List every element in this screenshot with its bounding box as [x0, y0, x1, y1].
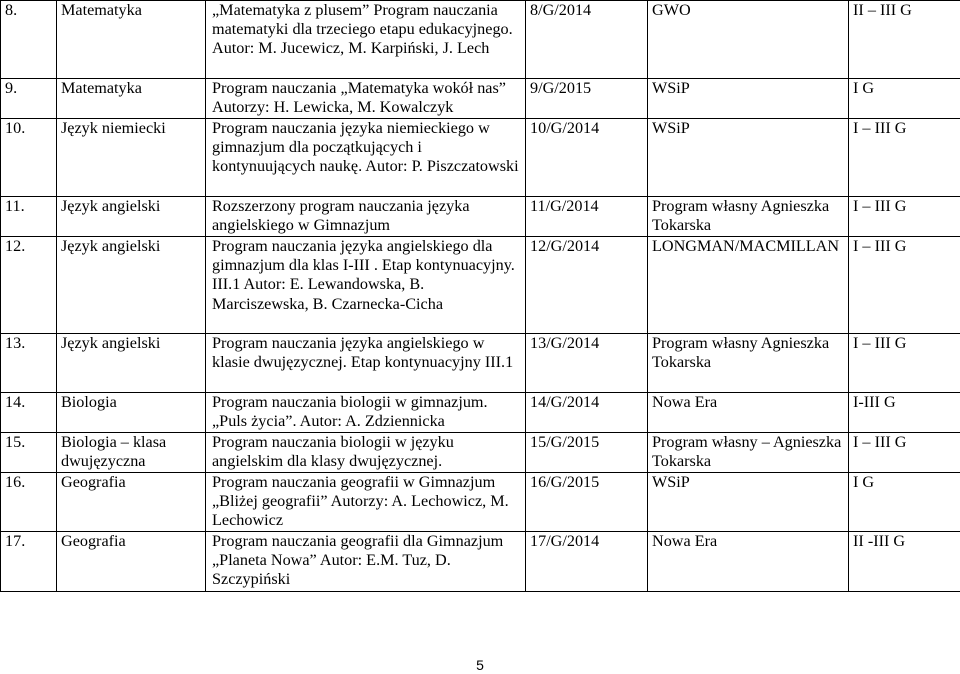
program-cell: „Matematyka z plusem” Program nauczania matematyki dla trzeciego etapu edukacyjnego. Autor: M. Jucewicz, M. Karpiński, J. Lech	[206, 1, 526, 79]
program-cell: Rozszerzony program nauczania języka angielskiego w Gimnazjum	[206, 197, 526, 237]
program-number-cell: 15/G/2015	[526, 433, 648, 473]
classes-cell: I G	[849, 79, 960, 119]
table-row	[1, 433, 960, 473]
row-number: 11.	[1, 197, 57, 237]
publisher-cell: WSiP	[648, 119, 849, 197]
classes-cell: I – III G	[849, 237, 960, 334]
page-number: 5	[476, 657, 484, 673]
row-number: 9.	[1, 79, 57, 119]
publisher-cell: Program własny Agnieszka Tokarska	[648, 197, 849, 237]
program-number-cell: 9/G/2015	[526, 79, 648, 119]
table-row	[1, 473, 960, 532]
publisher-cell: Program własny Agnieszka Tokarska	[648, 334, 849, 393]
subject-cell: Geografia	[57, 532, 206, 592]
program-number-cell: 16/G/2015	[526, 473, 648, 532]
publisher-cell: WSiP	[648, 473, 849, 532]
program-number-cell: 14/G/2014	[526, 393, 648, 433]
subject-cell: Język angielski	[57, 197, 206, 237]
program-cell: Program nauczania języka angielskiego w klasie dwujęzycznej. Etap kontynuacyjny III.1	[206, 334, 526, 393]
row-number: 14.	[1, 393, 57, 433]
program-number-cell: 12/G/2014	[526, 237, 648, 334]
classes-cell: I – III G	[849, 197, 960, 237]
program-cell: Program nauczania „Matematyka wokół nas” Autorzy: H. Lewicka, M. Kowalczyk	[206, 79, 526, 119]
subject-cell: Biologia	[57, 393, 206, 433]
publisher-cell: WSiP	[648, 79, 849, 119]
table-body	[1, 1, 960, 592]
classes-cell: II – III G	[849, 1, 960, 79]
subject-cell: Język angielski	[57, 334, 206, 393]
subject-cell: Geografia	[57, 473, 206, 532]
program-number-cell: 8/G/2014	[526, 1, 648, 79]
program-cell: Program nauczania geografii w Gimnazjum „Bliżej geografii” Autorzy: A. Lechowicz, M. Lechowicz	[206, 473, 526, 532]
classes-cell: I-III G	[849, 393, 960, 433]
subject-cell: Biologia – klasa dwujęzyczna	[57, 433, 206, 473]
classes-cell: I G	[849, 473, 960, 532]
table-row	[1, 197, 960, 237]
classes-cell: II -III G	[849, 532, 960, 592]
subject-cell: Język angielski	[57, 237, 206, 334]
program-number-cell: 13/G/2014	[526, 334, 648, 393]
table-row	[1, 79, 960, 119]
subject-cell: Matematyka	[57, 1, 206, 79]
row-number: 10.	[1, 119, 57, 197]
publisher-cell: GWO	[648, 1, 849, 79]
publisher-cell: Nowa Era	[648, 532, 849, 592]
table-row	[1, 393, 960, 433]
subject-cell: Matematyka	[57, 79, 206, 119]
table-row	[1, 237, 960, 334]
subject-cell: Język niemiecki	[57, 119, 206, 197]
program-number-cell: 10/G/2014	[526, 119, 648, 197]
row-number: 12.	[1, 237, 57, 334]
row-number: 17.	[1, 532, 57, 592]
row-number: 8.	[1, 1, 57, 79]
program-cell: Program nauczania biologii w gimnazjum. „Puls życia”. Autor: A. Zdziennicka	[206, 393, 526, 433]
program-cell: Program nauczania języka angielskiego dla gimnazjum dla klas I-III . Etap kontynuacyjny. III.1 Autor: E. Lewandowska, B. Marciszewska, B. Czarnecka-Cicha	[206, 237, 526, 334]
table-row	[1, 532, 960, 592]
classes-cell: I – III G	[849, 334, 960, 393]
program-cell: Program nauczania geografii dla Gimnazjum „Planeta Nowa” Autor: E.M. Tuz, D. Szczypiński	[206, 532, 526, 592]
publisher-cell: LONGMAN/MACMILLAN	[648, 237, 849, 334]
publisher-cell: Program własny – Agnieszka Tokarska	[648, 433, 849, 473]
program-cell: Program nauczania języka niemieckiego w gimnazjum dla początkujących i kontynuujących naukę. Autor: P. Piszczatowski	[206, 119, 526, 197]
classes-cell: I – III G	[849, 433, 960, 473]
program-cell: Program nauczania biologii w języku angielskim dla klasy dwujęzycznej.	[206, 433, 526, 473]
row-number: 13.	[1, 334, 57, 393]
row-number: 16.	[1, 473, 57, 532]
classes-cell: I – III G	[849, 119, 960, 197]
program-number-cell: 17/G/2014	[526, 532, 648, 592]
row-number: 15.	[1, 433, 57, 473]
table-row	[1, 334, 960, 393]
program-number-cell: 11/G/2014	[526, 197, 648, 237]
table-row	[1, 1, 960, 79]
table-row	[1, 119, 960, 197]
publisher-cell: Nowa Era	[648, 393, 849, 433]
